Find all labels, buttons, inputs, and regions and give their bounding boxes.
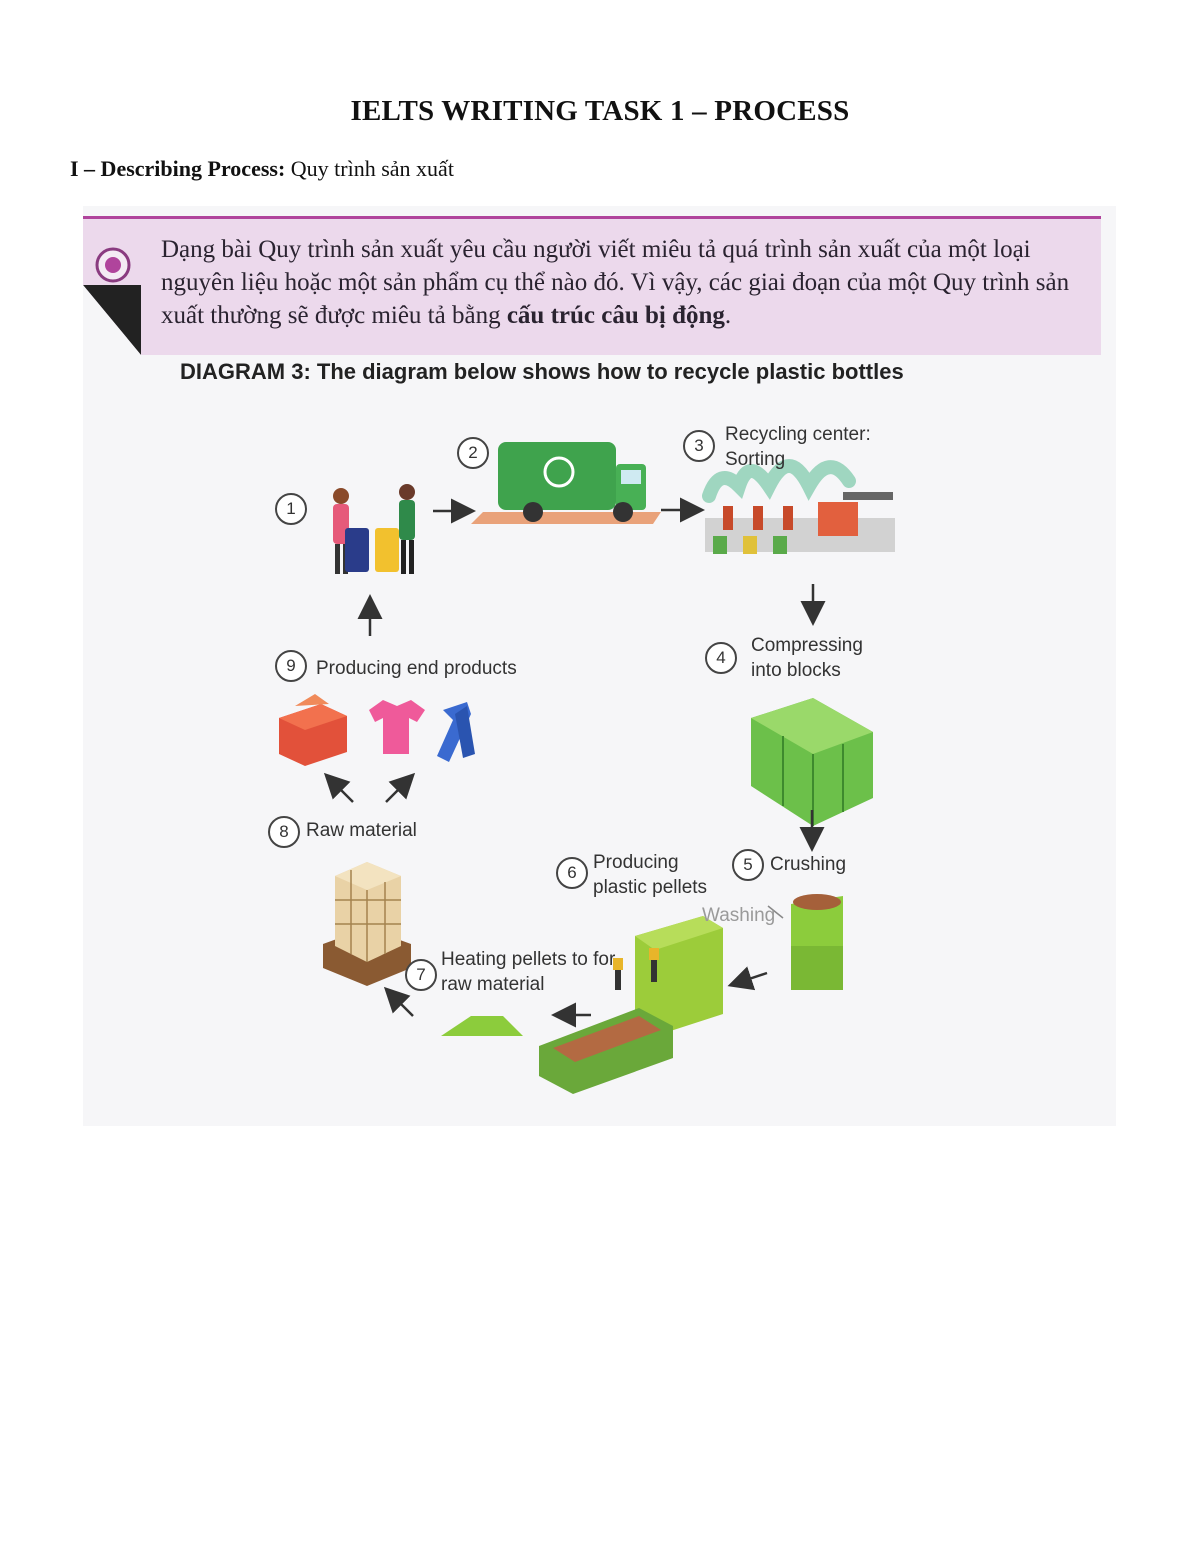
arrow-up-left-icon bbox=[331, 780, 353, 802]
step-8-label: Raw material bbox=[306, 820, 417, 841]
section-heading bbox=[70, 156, 454, 182]
crusher-machine bbox=[768, 894, 843, 990]
arrow-up-right-icon bbox=[386, 780, 408, 802]
note-bold: cấu trúc câu bị động bbox=[506, 302, 725, 329]
step-7-number: 7 bbox=[405, 959, 437, 991]
step-4-label: Compressing into blocks bbox=[751, 635, 863, 681]
section-subtitle: Quy trình sản xuất bbox=[290, 156, 454, 181]
note-text: Dạng bài Quy trình sản xuất yêu cầu người viết miêu tả quá trình sản xuất của một loại nguyên liệu hoặc một sản phẩm cụ thể nào đó. Vì vậy, các giai đoạn của một Quy trình sản xuất thường sẽ được miêu tả bằng cấu trúc câu bị động. bbox=[161, 236, 1070, 329]
step-8-number: 8 bbox=[268, 816, 300, 848]
garbage-truck bbox=[471, 442, 661, 524]
step-1-number: 1 bbox=[275, 493, 307, 525]
step-5-label: Crushing bbox=[770, 854, 847, 875]
pellet-pile bbox=[441, 1016, 523, 1036]
raw-material-pallet bbox=[323, 862, 411, 986]
step-3-number: 3 bbox=[683, 430, 715, 462]
step-5-number: 5 bbox=[732, 849, 764, 881]
document-title: IELTS WRITING TASK 1 – PROCESS bbox=[350, 95, 850, 127]
compressed-blocks bbox=[751, 698, 873, 826]
section-label: I – Describing Process: bbox=[70, 156, 286, 181]
step-4-number: 4 bbox=[705, 642, 737, 674]
process-figure bbox=[83, 206, 1116, 1126]
step-3-label: Recycling center: Sorting bbox=[725, 424, 871, 470]
end-products bbox=[279, 694, 475, 766]
arrow-left-icon bbox=[737, 973, 767, 983]
arrow-up-left-icon bbox=[391, 994, 413, 1016]
pellet-factory bbox=[539, 916, 723, 1094]
washing-label: Washing bbox=[702, 905, 776, 926]
step-6-label: Producing plastic pellets bbox=[593, 852, 708, 898]
people-with-bins bbox=[333, 484, 415, 574]
step-2-number: 2 bbox=[457, 437, 489, 469]
step-6-number: 6 bbox=[556, 857, 588, 889]
step-9-label: Producing end products bbox=[316, 658, 517, 679]
step-9-number: 9 bbox=[275, 650, 307, 682]
step-7-label: Heating pellets to for raw material bbox=[441, 949, 616, 995]
sorting-facility bbox=[705, 466, 895, 554]
diagram-title: DIAGRAM 3: The diagram below shows how to recycle plastic bottles bbox=[180, 359, 904, 384]
